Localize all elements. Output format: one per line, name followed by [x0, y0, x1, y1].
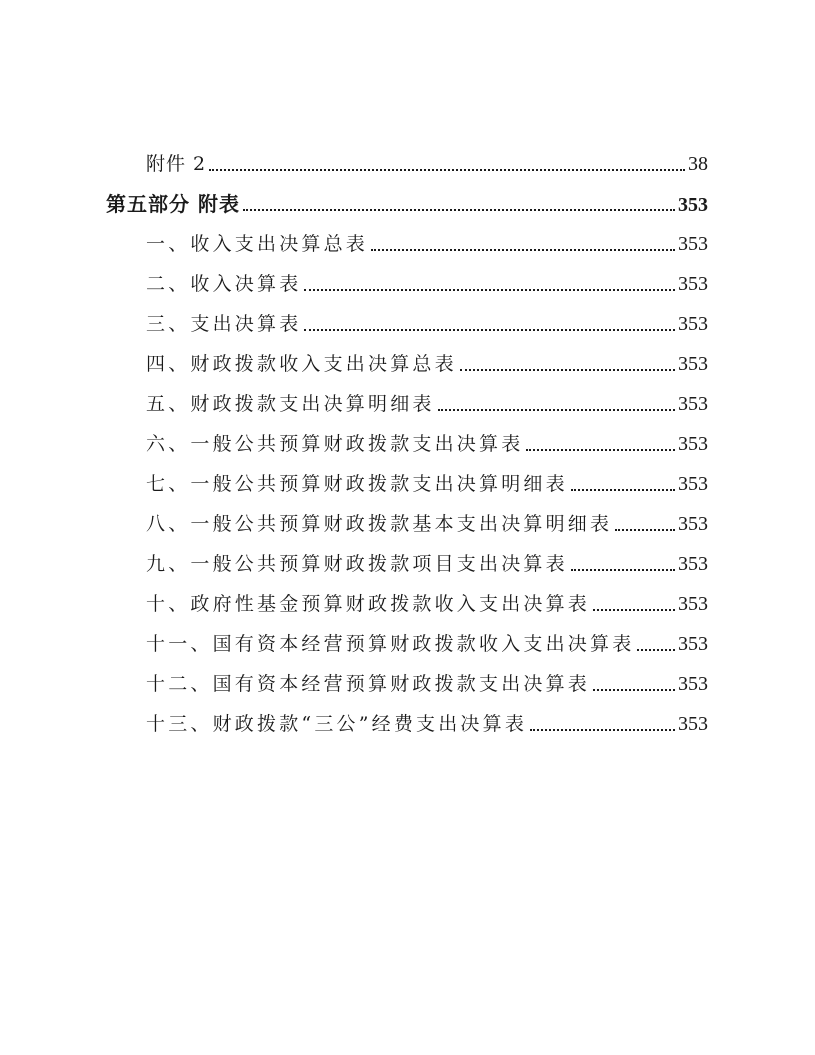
toc-entry-page: 353 [678, 513, 708, 535]
toc-entry-item-1[interactable] [146, 230, 708, 258]
dot-leader [438, 409, 675, 411]
dot-leader [530, 729, 675, 731]
toc-entry-item-13[interactable] [146, 710, 708, 738]
toc-entry-page: 353 [678, 633, 708, 655]
toc-entry-label: 五、财政拨款支出决算明细表 [146, 393, 435, 415]
toc-entry-appendix-2[interactable] [146, 150, 708, 178]
toc-entry-page: 353 [678, 553, 708, 575]
dot-leader [615, 529, 675, 531]
toc-entry-page: 353 [678, 194, 708, 216]
dot-leader [637, 649, 675, 651]
toc-entry-label: 十二、国有资本经营预算财政拨款支出决算表 [146, 673, 591, 695]
toc-entry-item-5[interactable] [146, 390, 708, 418]
toc-entry-page: 353 [678, 673, 708, 695]
toc-entry-item-4[interactable] [146, 350, 708, 378]
toc-entry-page: 353 [678, 593, 708, 615]
toc-entry-label: 二、收入决算表 [146, 273, 302, 295]
toc-entry-page: 353 [678, 713, 708, 735]
toc-entry-page: 353 [678, 393, 708, 415]
toc-entry-label: 九、一般公共预算财政拨款项目支出决算表 [146, 553, 568, 575]
toc-entry-label: 十三、财政拨款“三公”经费支出决算表 [146, 713, 528, 735]
toc-entry-label: 六、一般公共预算财政拨款支出决算表 [146, 433, 524, 455]
dot-leader [460, 369, 675, 371]
toc-entry-label: 四、财政拨款收入支出决算总表 [146, 353, 457, 375]
toc-entry-item-8[interactable] [146, 510, 708, 538]
toc-entry-item-7[interactable] [146, 470, 708, 498]
toc-entry-item-10[interactable] [146, 590, 708, 618]
toc-entry-label: 八、一般公共预算财政拨款基本支出决算明细表 [146, 513, 613, 535]
dot-leader [571, 489, 675, 491]
toc-entry-label: 十、政府性基金预算财政拨款收入支出决算表 [146, 593, 591, 615]
toc-entry-label: 附件 2 [146, 153, 207, 175]
toc-entry-item-11[interactable] [146, 630, 708, 658]
toc-entry-item-9[interactable] [146, 550, 708, 578]
dot-leader [593, 609, 675, 611]
toc-entry-item-12[interactable] [146, 670, 708, 698]
dot-leader [571, 569, 675, 571]
toc-entry-page: 353 [678, 313, 708, 335]
toc-entry-label: 三、支出决算表 [146, 313, 302, 335]
dot-leader [304, 289, 675, 291]
dot-leader [243, 209, 675, 211]
toc-entry-page: 353 [678, 433, 708, 455]
toc-entry-page: 353 [678, 273, 708, 295]
toc-part-heading: 第五部分 附表 [106, 192, 240, 216]
dot-leader [304, 329, 675, 331]
toc-entry-label: 一、收入支出决算总表 [146, 233, 369, 255]
toc-entry-page: 38 [688, 153, 708, 175]
toc-entry-item-3[interactable] [146, 310, 708, 338]
toc-entry-item-6[interactable] [146, 430, 708, 458]
toc-entry-label: 七、一般公共预算财政拨款支出决算明细表 [146, 473, 568, 495]
toc-entry-page: 353 [678, 353, 708, 375]
dot-leader [209, 169, 685, 171]
dot-leader [526, 449, 675, 451]
toc-entry-label: 十一、国有资本经营预算财政拨款收入支出决算表 [146, 633, 635, 655]
toc-entry-item-2[interactable] [146, 270, 708, 298]
toc-entry-page: 353 [678, 233, 708, 255]
toc-entry-page: 353 [678, 473, 708, 495]
toc-entry-part-5[interactable] [106, 190, 708, 218]
dot-leader [593, 689, 675, 691]
dot-leader [371, 249, 675, 251]
